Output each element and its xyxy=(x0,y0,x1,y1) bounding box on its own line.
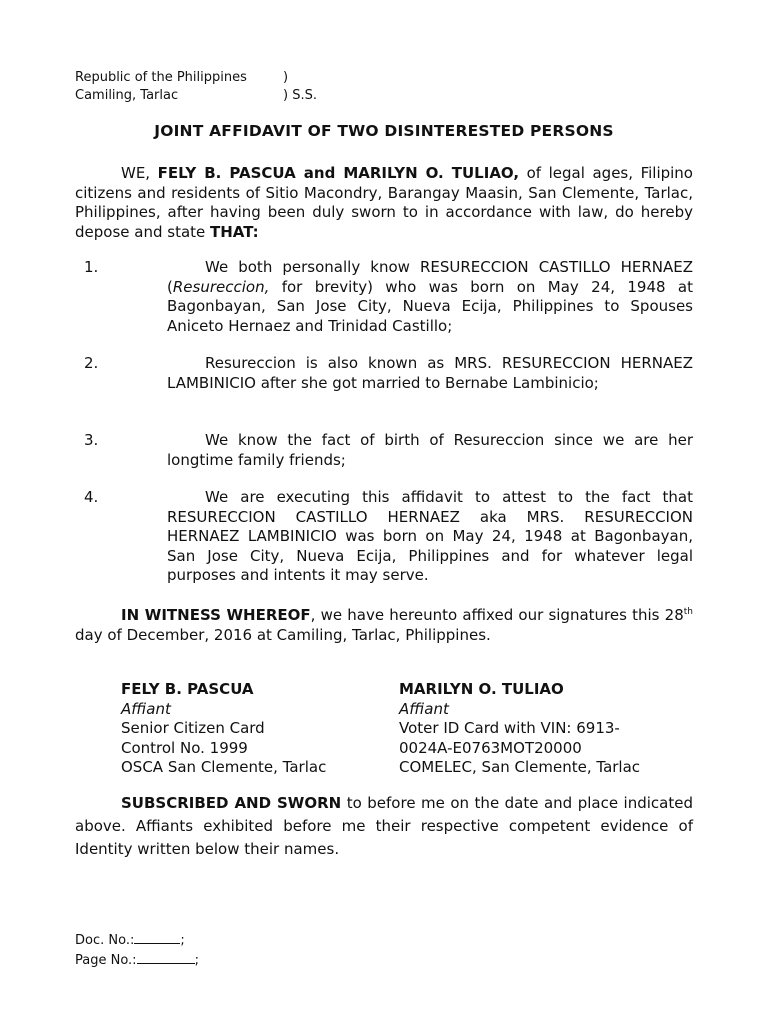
subscribed-lead: SUBSCRIBED AND SWORN xyxy=(121,794,342,812)
affiant-name: MARILYN O. TULIAO xyxy=(399,680,564,698)
venue-line-2 xyxy=(75,87,317,105)
intro-lead: WE, xyxy=(121,164,158,182)
document-title: JOINT AFFIDAVIT OF TWO DISINTERESTED PERSONS xyxy=(154,122,614,140)
affiant-role: Affiant xyxy=(399,699,449,718)
intro-body: of legal ages, Filipino citizens and residents of Sitio Macondry, Barangay Maasin, San Clemente, Tarlac, Philippines, after having been duly sworn to in accordance with law, do hereby depose and state xyxy=(75,164,693,241)
affiant-id-line: Senior Citizen Card xyxy=(121,719,265,737)
list-item xyxy=(75,354,693,393)
venue-country: Republic of the Philippines xyxy=(75,70,247,85)
page-number-label: Page No.: xyxy=(75,953,137,968)
list-item xyxy=(75,258,693,336)
item-text-italic: Resureccion, xyxy=(172,277,270,296)
item-number: 2. xyxy=(84,354,99,372)
item-text-part: for brevity) who was born on May 24, 1948 at Bagonbayan, San Jose City, Nueva Ecija, Philippines to Spouses Aniceto Hernaez and Trinidad Castillo; xyxy=(167,277,693,335)
subscribed-text: to before me on the date and place indicated above. Affiants exhibited before me their respective competent evidence of Identity written below their names. xyxy=(75,794,693,858)
notary-footer xyxy=(75,931,199,971)
item-text: We are executing this affidavit to attest to the fact that RESURECCION CASTILLO HERNAEZ aka MRS. RESURECCION HERNAEZ LAMBINICIO was born on May 24, 1948 at Bagonbayan, San Jose City, Nueva Ecija, Philippines and for whatever legal purposes and intents it may serve. xyxy=(167,488,693,584)
affiant-role: Affiant xyxy=(121,699,171,718)
venue-city: Camiling, Tarlac xyxy=(75,88,179,103)
venue-bracket: ) xyxy=(283,70,289,85)
witness-paragraph xyxy=(75,603,693,645)
item-text xyxy=(167,258,693,336)
venue-ss: ) S.S. xyxy=(283,88,317,103)
doc-number-blank xyxy=(134,931,180,944)
affiant-id-line: Control No. 1999 xyxy=(121,738,248,757)
affiant-id-line: 0024A-E0763MOT20000 xyxy=(399,738,582,757)
page-number-end: ; xyxy=(194,953,199,968)
venue-block xyxy=(75,69,317,105)
subscribed-paragraph xyxy=(75,792,693,861)
witness-ordinal-suffix: th xyxy=(683,607,693,617)
affiant-id-line: OSCA San Clemente, Tarlac xyxy=(121,758,327,776)
affiant-block-right xyxy=(399,680,640,778)
witness-text: day of December, 2016 at Camiling, Tarlac, Philippines. xyxy=(75,625,491,644)
item-text: We know the fact of birth of Resureccion since we are her longtime family friends; xyxy=(167,431,693,469)
affiant-id-line: Voter ID Card with VIN: 6913- xyxy=(399,719,620,737)
item-number: 3. xyxy=(84,431,99,449)
item-number: 1. xyxy=(84,258,99,276)
page-number-blank xyxy=(137,951,195,964)
list-item xyxy=(75,488,693,586)
affiant-names: FELY B. PASCUA and MARILYN O. TULIAO, xyxy=(157,164,520,182)
item-number: 4. xyxy=(84,488,99,506)
item-text-part: We both personally know RESURECCION CASTILLO HERNAEZ ( xyxy=(167,258,693,296)
list-item xyxy=(75,431,693,470)
page-number-line xyxy=(75,951,199,971)
intro-paragraph xyxy=(75,164,693,242)
affiant-name: FELY B. PASCUA xyxy=(121,680,254,698)
venue-line-1 xyxy=(75,69,317,87)
witness-text: , we have hereunto affixed our signatures this 28 xyxy=(310,606,684,624)
witness-lead: IN WITNESS WHEREOF xyxy=(121,606,311,624)
intro-that: THAT: xyxy=(210,222,259,241)
affiant-id-line: COMELEC, San Clemente, Tarlac xyxy=(399,758,641,776)
doc-number-end: ; xyxy=(180,933,185,948)
item-text: Resureccion is also known as MRS. RESURECCION HERNAEZ LAMBINICIO after she got married to Bernabe Lambinicio; xyxy=(167,354,693,392)
doc-number-line xyxy=(75,931,199,951)
doc-number-label: Doc. No.: xyxy=(75,933,135,948)
affiant-block-left xyxy=(121,680,326,778)
